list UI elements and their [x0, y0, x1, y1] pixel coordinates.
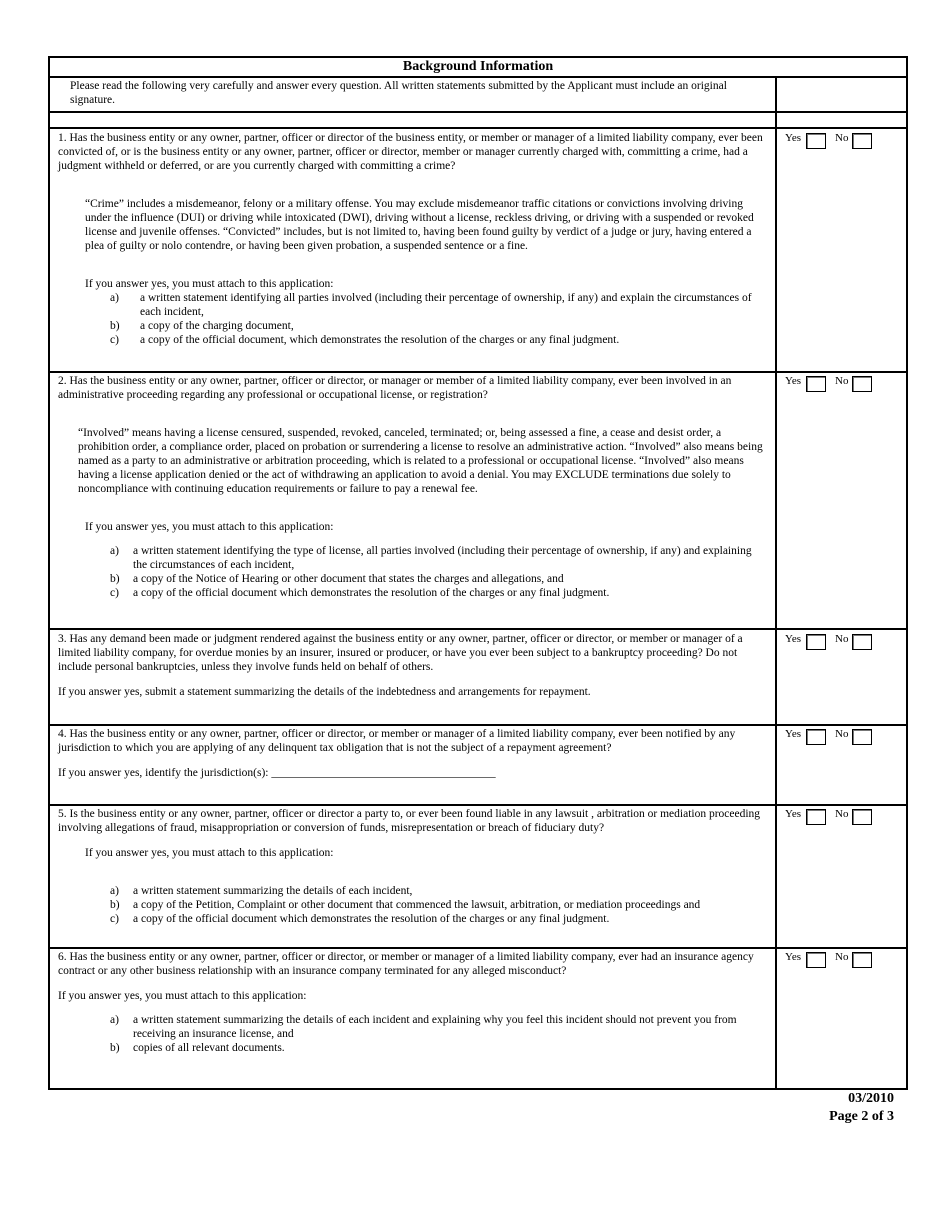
question-6	[58, 950, 768, 1055]
list-letter: a)	[110, 1014, 119, 1026]
question-3-no-checkbox[interactable]	[852, 634, 872, 650]
list-text: a written statement identifying the type of license, all parties involved (including their percentage of ownership, if any) and explaining the circumstances of each incident,	[133, 545, 752, 571]
list-text: a copy of the official document which demonstrates the resolution of the charges or any final judgment.	[133, 587, 610, 599]
list-item	[58, 572, 768, 586]
question-6-attach-note: If you answer yes, you must attach to this application:	[58, 990, 307, 1002]
yes-label: Yes	[785, 728, 802, 740]
row-divider	[50, 111, 906, 113]
question-4-answer	[785, 727, 895, 747]
question-6-text: 6. Has the business entity or any owner, partner, officer or director, or member or manager of a limited liability company, ever had an insurance agency contract or any other business relationship with an insurance company terminated for any alleged misconduct?	[58, 951, 754, 977]
question-6-yes-checkbox[interactable]	[806, 952, 826, 968]
column-divider	[775, 76, 777, 1088]
question-5-answer	[785, 807, 895, 827]
list-item	[58, 1041, 768, 1055]
question-3-attach-note: If you answer yes, submit a statement summarizing the details of the indebtedness and arrangements for repayment.	[58, 686, 591, 698]
yes-label: Yes	[785, 808, 802, 820]
question-2-answer	[785, 374, 895, 394]
question-3-answer	[785, 632, 895, 652]
list-letter: b)	[110, 320, 120, 332]
list-item	[58, 544, 768, 572]
list-text: a copy of the Petition, Complaint or other document that commenced the lawsuit, arbitration, or mediation proceedings and	[133, 899, 701, 911]
question-1-no-checkbox[interactable]	[852, 133, 872, 149]
question-3-yes-checkbox[interactable]	[806, 634, 826, 650]
question-2-definition: “Involved” means having a license censured, suspended, revoked, canceled, terminated; or, being assessed a fine, a cease and desist order, a prohibition order, a compliance order, placed on probation or surrendering a license to resolve an administrative action. “Involved” also means being named as a party to an administrative or arbitration proceeding, which is related to a professional or occupational license. “Involved” also means having a license application denied or the act of withdrawing an application to avoid a denial. You may EXCLUDE terminations due solely to noncompliance with continuing education requirements or failure to pay a renewal fee.	[78, 427, 763, 495]
question-4-no-checkbox[interactable]	[852, 729, 872, 745]
page-number: Page 2 of 3	[829, 1109, 894, 1124]
no-label: No	[835, 633, 849, 645]
list-letter: a)	[110, 292, 119, 304]
list-text: a written statement summarizing the details of each incident,	[133, 885, 413, 897]
question-2	[58, 374, 768, 600]
question-5-yes-checkbox[interactable]	[806, 809, 826, 825]
question-3	[58, 632, 768, 699]
question-5-no-checkbox[interactable]	[852, 809, 872, 825]
form-title: Background Information	[50, 58, 906, 78]
question-4-text: 4. Has the business entity or any owner, partner, officer or director, or member or manager of a limited liability company, ever been notified by any jurisdiction to which you are applying of any delinquent tax obligation that is not the subject of a repayment agreement?	[58, 728, 736, 754]
list-text: copies of all relevant documents.	[133, 1042, 285, 1054]
list-text: a copy of the official document, which demonstrates the resolution of the charges or any final judgment.	[140, 334, 620, 346]
yes-label: Yes	[785, 375, 802, 387]
no-label: No	[835, 728, 849, 740]
list-letter: c)	[110, 587, 119, 599]
background-information-form	[48, 56, 908, 1090]
list-item	[58, 333, 768, 347]
list-item	[58, 291, 768, 319]
jurisdiction-field[interactable]: If you answer yes, identify the jurisdiction(s): _______________________________________	[58, 767, 496, 779]
question-4	[58, 727, 768, 780]
list-letter: b)	[110, 1042, 120, 1054]
no-label: No	[835, 132, 849, 144]
question-2-no-checkbox[interactable]	[852, 376, 872, 392]
list-text: a written statement identifying all parties involved (including their percentage of ownership, if any) and explain the circumstances of each incident,	[140, 292, 752, 318]
list-item	[58, 898, 768, 912]
question-5	[58, 807, 768, 926]
question-3-text: 3. Has any demand been made or judgment rendered against the business entity or any owner, partner, officer or director, or member or manager of a limited liability company, for overdue monies by an insurer, insured or producer, or have you ever been subject to a bankruptcy proceeding? Do not include personal bankruptcies, unless they involve funds held on behalf of others.	[58, 633, 743, 673]
list-item	[58, 884, 768, 898]
row-divider	[50, 371, 906, 373]
list-letter: a)	[110, 545, 119, 557]
question-1-answer	[785, 131, 895, 151]
list-letter: a)	[110, 885, 119, 897]
list-item	[58, 319, 768, 333]
no-label: No	[835, 375, 849, 387]
list-text: a copy of the official document which demonstrates the resolution of the charges or any final judgment.	[133, 913, 610, 925]
question-5-attach-note: If you answer yes, you must attach to this application:	[85, 847, 334, 859]
question-1	[58, 131, 768, 347]
row-divider	[50, 628, 906, 630]
no-label: No	[835, 951, 849, 963]
list-letter: b)	[110, 899, 120, 911]
question-6-no-checkbox[interactable]	[852, 952, 872, 968]
row-divider	[50, 804, 906, 806]
intro-text: Please read the following very carefully and answer every question. All written statements submitted by the Applicant must include an original signature.	[70, 80, 727, 106]
list-item	[58, 912, 768, 926]
question-5-text: 5. Is the business entity or any owner, partner, officer or director a party to, or ever been found liable in any lawsuit , arbitration or mediation proceeding involving allegations of fraud, misappropriation or conversion of funds, misrepresentation or breach of fiduciary duty?	[58, 808, 761, 834]
yes-label: Yes	[785, 633, 802, 645]
list-letter: c)	[110, 913, 119, 925]
yes-label: Yes	[785, 951, 802, 963]
row-divider	[50, 127, 906, 129]
question-1-definition: “Crime” includes a misdemeanor, felony or a military offense. You may exclude misdemeanor traffic citations or convictions involving driving under the influence (DUI) or driving while intoxicated (DWI), driving without a license, reckless driving, or driving with a suspended or revoked license and juvenile offenses. “Convicted” includes, but is not limited to, having been found guilty by verdict of a judge or jury, having entered a plea of guilty or nolo contendre, or having been given probation, a suspended sentence or a fine.	[85, 198, 754, 252]
question-2-yes-checkbox[interactable]	[806, 376, 826, 392]
list-text: a copy of the charging document,	[140, 320, 294, 332]
row-divider	[50, 724, 906, 726]
question-1-yes-checkbox[interactable]	[806, 133, 826, 149]
question-6-answer	[785, 950, 895, 970]
list-text: a copy of the Notice of Hearing or other document that states the charges and allegations, and	[133, 573, 564, 585]
row-divider	[50, 947, 906, 949]
list-letter: c)	[110, 334, 119, 346]
list-text: a written statement summarizing the details of each incident and explaining why you feel this incident should not prevent you from receiving an insurance license, and	[133, 1014, 737, 1040]
yes-label: Yes	[785, 132, 802, 144]
question-2-attach-note: If you answer yes, you must attach to this application:	[85, 521, 334, 533]
question-2-text: 2. Has the business entity or any owner, partner, officer or director, or manager or member of a limited liability company, ever been involved in an administrative proceeding regarding any professional or occupational license, or registration?	[58, 375, 732, 401]
list-item	[58, 586, 768, 600]
question-4-yes-checkbox[interactable]	[806, 729, 826, 745]
list-item	[58, 1013, 768, 1041]
question-1-attach-note: If you answer yes, you must attach to this application:	[85, 278, 334, 290]
form-date: 03/2010	[848, 1091, 894, 1106]
question-1-text: 1. Has the business entity or any owner, partner, officer or director of the business entity, or member or manager of a limited liability company, ever been convicted of, or is the business entity or any owner, partner, officer or director, member or manager currently charged with, committing a crime, had a judgment withheld or deferred, or are you currently charged with committing a crime?	[58, 132, 763, 172]
no-label: No	[835, 808, 849, 820]
list-letter: b)	[110, 573, 120, 585]
